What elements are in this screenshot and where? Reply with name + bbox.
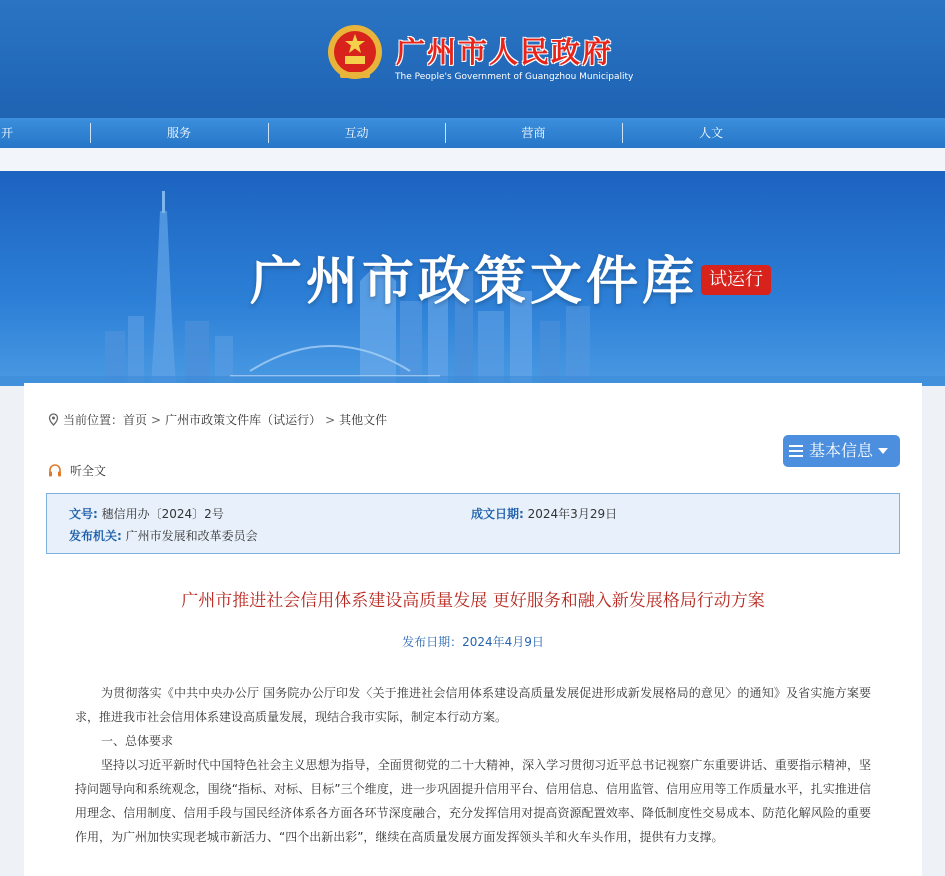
section-heading: 一、总体要求 bbox=[101, 734, 174, 748]
menu-icon bbox=[789, 445, 803, 457]
breadcrumb-separator: > bbox=[151, 413, 162, 427]
written-date-row bbox=[471, 505, 617, 522]
basic-info-button[interactable] bbox=[783, 435, 900, 467]
site-subtitle: The People's Government of Guangzhou Municipality bbox=[395, 72, 634, 82]
site-title[interactable]: 广州市人民政府 bbox=[396, 35, 614, 69]
issuer-row bbox=[69, 527, 258, 544]
nav-spacer bbox=[0, 148, 945, 171]
doc-number-value: 穗信用办〔2024〕2号 bbox=[101, 507, 224, 521]
location-pin-icon bbox=[48, 413, 59, 426]
breadcrumb-separator: > bbox=[325, 413, 336, 427]
chevron-down-icon bbox=[878, 448, 888, 454]
publish-date: 发布日期：2024年4月9日 bbox=[402, 635, 544, 649]
nav-item-interaction[interactable]: 互动 bbox=[344, 126, 369, 140]
banner bbox=[0, 171, 945, 386]
breadcrumb-home-link[interactable]: 首页 bbox=[123, 413, 148, 427]
doc-number-row bbox=[69, 505, 224, 522]
listen-label: 听全文 bbox=[70, 464, 107, 478]
headphones-icon bbox=[48, 464, 62, 477]
nav-item-open[interactable]: 开 bbox=[0, 126, 13, 140]
content-card bbox=[24, 383, 922, 876]
breadcrumb-other-files-link[interactable]: 其他文件 bbox=[339, 413, 388, 427]
basic-info-label: 基本信息 bbox=[809, 441, 874, 460]
nav-item-service[interactable]: 服务 bbox=[166, 126, 191, 140]
national-emblem-icon bbox=[326, 24, 384, 84]
document-title: 广州市推进社会信用体系建设高质量发展 更好服务和融入新发展格局行动方案 bbox=[181, 591, 765, 611]
nav-item-business[interactable]: 营商 bbox=[521, 126, 546, 140]
document-body bbox=[75, 681, 871, 849]
body-paragraph: 为贯彻落实《中共中央办公厅 国务院办公厅印发〈关于推进社会信用体系建设高质量发展促进形成新发展格局的意见〉的通知》及省实施方案要求，推进我市社会信用体系建设高质量发展，现结合我市实际，制定本行动方案。 bbox=[75, 686, 871, 724]
doc-number-label: 文号: bbox=[69, 507, 98, 521]
site-header bbox=[0, 0, 945, 118]
banner-title: 广州市政策文件库 bbox=[250, 251, 699, 312]
written-date-value: 2024年3月29日 bbox=[527, 507, 618, 521]
issuer-label: 发布机关: bbox=[69, 529, 122, 543]
breadcrumb-library-link[interactable]: 广州市政策文件库（试运行） bbox=[165, 413, 322, 427]
body-paragraph: 坚持以习近平新时代中国特色社会主义思想为指导，全面贯彻党的二十大精神，深入学习贯彻习近平总书记视察广东重要讲话、重要指示精神，坚持问题导向和系统观念，围绕“指标、对标、目标”三个维度，进一步巩固提升信用平台、信用信息、信用监管、信用应用等工作质量水平，扎实推进信用理念、信用制度、信用手段与国民经济体系各方面各环节深度融合，充分发挥信用对提高资源配置效率、降低制度性交易成本、防范化解风险的重要作用，为广州加快实现老城市新活力、“四个出新出彩”，继续在高质量发展方面发挥领头羊和火车头作用，提供有力支撑。 bbox=[75, 758, 871, 844]
written-date-label: 成文日期: bbox=[471, 507, 524, 521]
nav-item-culture[interactable]: 人文 bbox=[698, 126, 723, 140]
breadcrumb-prefix: 当前位置： bbox=[63, 413, 124, 427]
main-nav bbox=[0, 118, 945, 148]
trial-badge: 试运行 bbox=[701, 265, 771, 295]
issuer-value: 广州市发展和改革委员会 bbox=[125, 529, 258, 543]
document-info-box bbox=[46, 493, 900, 554]
breadcrumb bbox=[48, 411, 387, 428]
listen-full-text-button[interactable] bbox=[48, 462, 106, 479]
